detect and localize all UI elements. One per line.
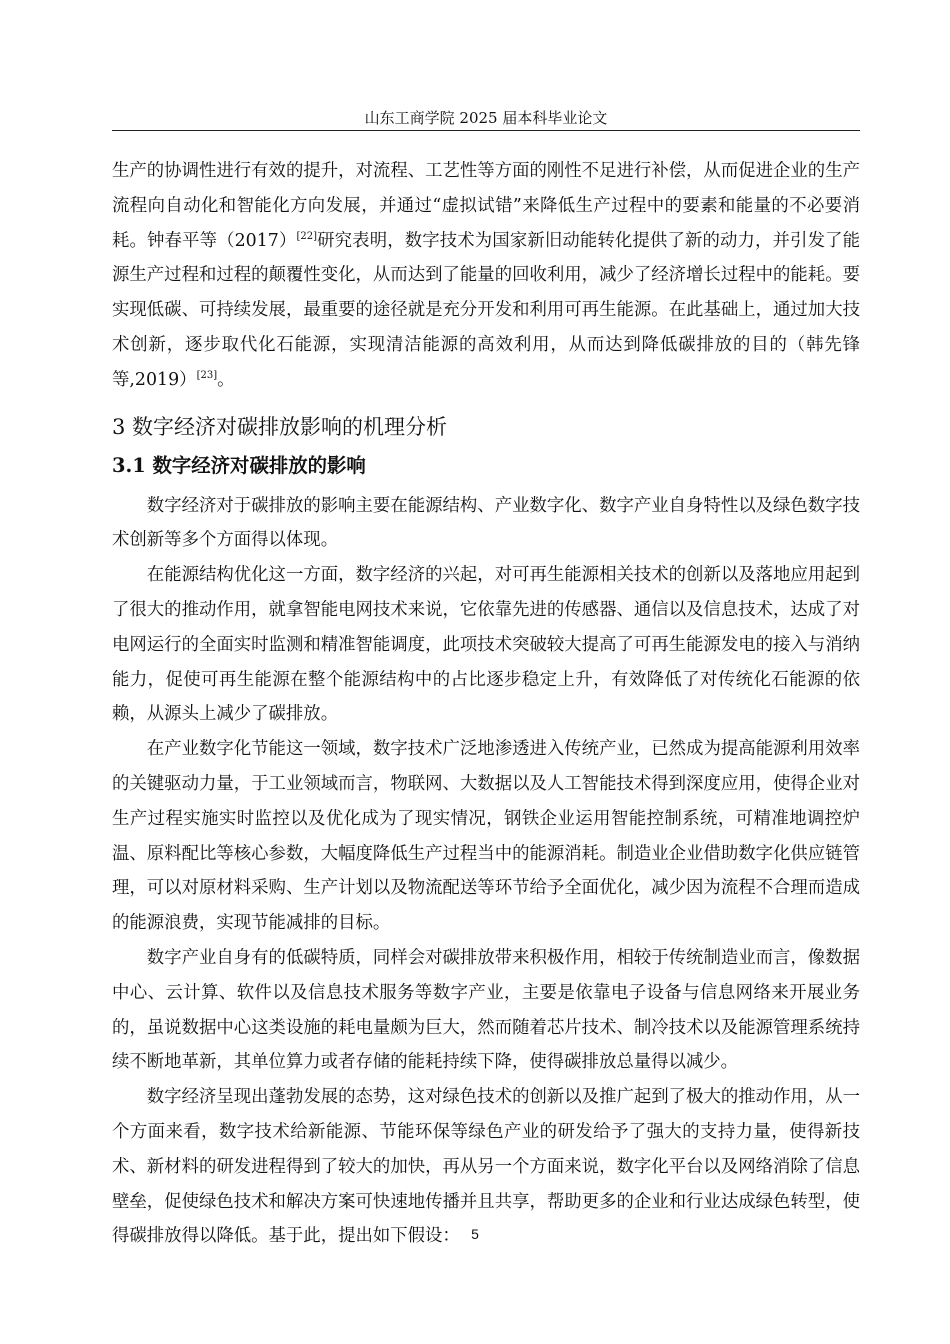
running-header: 山东工商学院 2025 届本科毕业论文 xyxy=(364,109,608,127)
page-number: 5 xyxy=(471,1226,479,1242)
page-body xyxy=(112,154,860,1254)
continued-paragraph-text-b: 研究表明，数字技术为国家新旧动能转化提供了新的动力，并引发了能源生产过程和过程的颠覆性变化，从而达到了能量的回收利用，减少了经济增长过程中的能耗。要实现低碳、可持续发展，最重要的途径就是充分开发和利用可再生能源。在此基础上，通过加大技术创新，逐步取代化石能源，实现清洁能源的高效利用，从而达到降低碳排放的目的（韩先锋等,2019） xyxy=(112,230,860,390)
body-paragraph-4: 数字产业自身有的低碳特质，同样会对碳排放带来积极作用，相较于传统制造业而言，像数据中心、云计算、软件以及信息技术服务等数字产业，主要是依靠电子设备与信息网络来开展业务的，虽说数据中心这类设施的耗电量颇为巨大，然而随着芯片技术、制冷技术以及能源管理系统持续不断地革新，其单位算力或者存储的能耗持续下降，使得碳排放总量得以减少。 xyxy=(112,947,860,1073)
body-paragraph-1: 数字经济对于碳排放的影响主要在能源结构、产业数字化、数字产业自身特性以及绿色数字技术创新等多个方面得以体现。 xyxy=(112,495,860,551)
continued-paragraph-text-a: 生产的协调性进行有效的提升，对流程、工艺性等方面的刚性不足进行补偿，从而促进企业的生产流程向自动化和智能化方向发展，并通过“虚拟试错”来降低生产过程中的要素和能量的不必要消耗。钟春平等（2017） xyxy=(112,161,860,251)
citation-23: [23] xyxy=(196,369,218,381)
continued-paragraph-text-c: 。 xyxy=(217,369,235,390)
citation-22: [22] xyxy=(296,230,318,242)
section-heading: 3 数字经济对碳排放影响的机理分析 xyxy=(112,414,448,439)
continued-paragraph xyxy=(112,154,860,398)
body-paragraph-2: 在能源结构优化这一方面，数字经济的兴起，对可再生能源相关技术的创新以及落地应用起到了很大的推动作用，就拿智能电网技术来说，它依靠先进的传感器、通信以及信息技术，达成了对电网运行的全面实时监测和精准智能调度，此项技术突破较大提高了可再生能源发电的接入与消纳能力，促使可再生能源在整个能源结构中的占比逐步稳定上升，有效降低了对传统化石能源的依赖，从源头上减少了碳排放。 xyxy=(112,565,860,725)
header-divider xyxy=(112,130,860,131)
body-paragraph-5: 数字经济呈现出蓬勃发展的态势，这对绿色技术的创新以及推广起到了极大的推动作用，从一个方面来看，数字技术给新能源、节能环保等绿色产业的研发给予了强大的支持力量，使得新技术、新材料的研发进程得到了较大的加快，再从另一个方面来说，数字化平台以及网络消除了信息壁垒，促使绿色技术和解决方案可快速地传播并且共享，帮助更多的企业和行业达成绿色转型，使得碳排放得以降低。基于此，提出如下假设： xyxy=(112,1087,860,1247)
body-paragraph-3: 在产业数字化节能这一领域，数字技术广泛地渗透进入传统产业，已然成为提高能源利用效率的关键驱动力量，于工业领域而言，物联网、大数据以及人工智能技术得到深度应用，使得企业对生产过程实施实时监控以及优化成为了现实情况，钢铁企业运用智能控制系统，可精准地调控炉温、原料配比等核心参数，大幅度降低生产过程当中的能源消耗。制造业企业借助数字化供应链管理，可以对原材料采购、生产计划以及物流配送等环节给予全面优化，减少因为流程不合理而造成的能源浪费，实现节能减排的目标。 xyxy=(112,739,860,934)
subsection-heading: 3.1 数字经济对碳排放的影响 xyxy=(112,453,366,477)
